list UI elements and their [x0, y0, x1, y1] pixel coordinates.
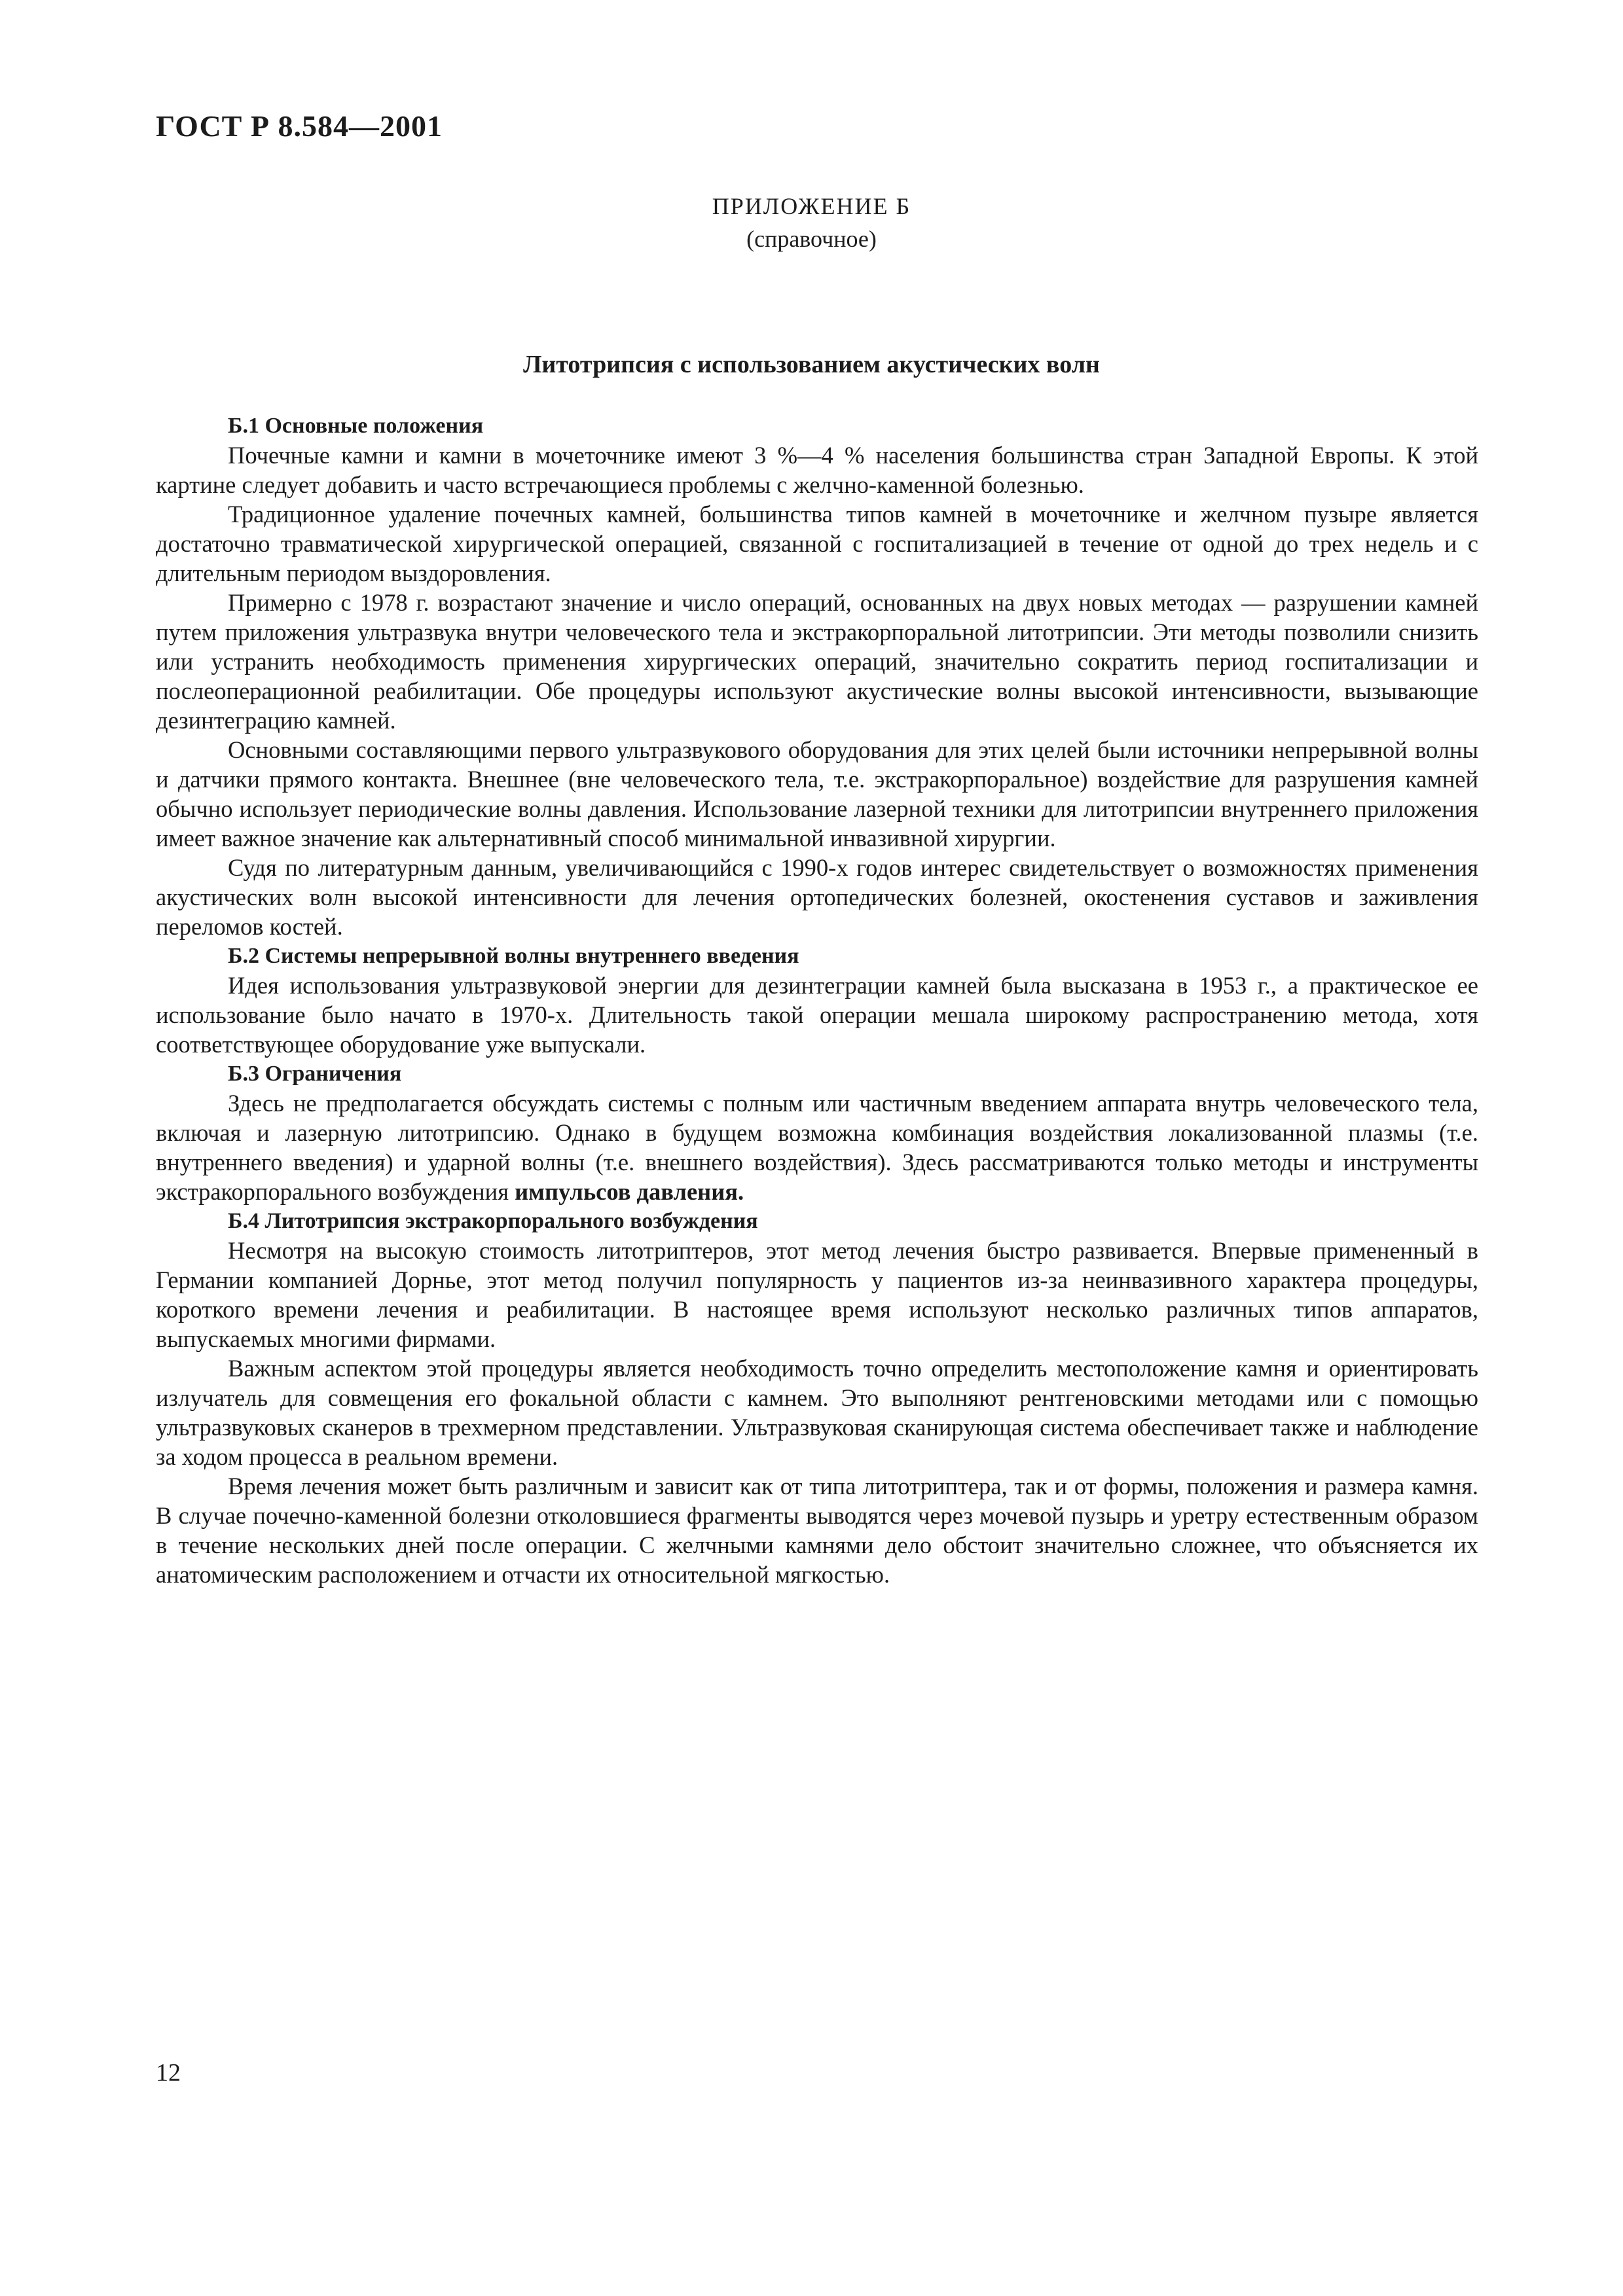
- appendix-subtitle: (справочное): [746, 226, 877, 252]
- emphasis-text: импульсов давления.: [515, 1178, 744, 1205]
- paragraph: Судя по литературным данным, увеличивающийся с 1990-х годов интерес свидетельствует о возможностях применения акустических волн высокой интенсивности для лечения ортопедических болезней, окостенения суставов и заживления переломов костей.: [156, 854, 1478, 940]
- paragraph: Время лечения может быть различным и зависит как от типа литотриптера, так и от формы, положения и размера камня. В случае почечно-каменной болезни отколовшиеся фрагменты выводятся через мочевой пузырь и уретру естественным образом в течение нескольких дней после операции. С желчными камнями дело обстоит значительно сложнее, что объясняется их анатомическим расположением и отчасти их относительной мягкостью.: [156, 1473, 1478, 1588]
- paragraph: Примерно с 1978 г. возрастают значение и число операций, основанных на двух новых методах — разрушении камней путем приложения ультразвука внутри человеческого тела и экстракорпоральной литотрипсии. Эти методы позволили снизить или устранить необходимость применения хирургических операций, значительно сократить период госпитализации и послеоперационной реабилитации. Обе процедуры используют акустические волны высокой интенсивности, вызывающие дезинтеграцию камней.: [156, 589, 1478, 734]
- paragraph: Важным аспектом этой процедуры является необходимость точно определить местоположение камня и ориентировать излучатель для совмещения его фокальной области с камнем. Это выполняют рентгеновскими методами или с помощью ультразвуковых сканеров в трехмерном представлении. Ультразвуковая сканирующая система обеспечивает также и наблюдение за ходом процесса в реальном времени.: [156, 1355, 1478, 1470]
- paragraph: Несмотря на высокую стоимость литотриптеров, этот метод лечения быстро развивается. Впервые примененный в Германии компанией Дорнье, этот метод получил популярность у пациентов из-за неинвазивного характера процедуры, короткого времени лечения и реабилитации. В настоящее время используют несколько различных типов аппаратов, выпускаемых многими фирмами.: [156, 1237, 1478, 1352]
- document-body: [156, 411, 1478, 1589]
- paragraph: Основными составляющими первого ультразвукового оборудования для этих целей были источники непрерывной волны и датчики прямого контакта. Внешнее (вне человеческого тела, т.е. экстракорпоральное) воздействие для разрушения камней обычно использует периодические волны давления. Использование лазерной техники для литотрипсии внутреннего приложения имеет важное значение как альтернативный способ минимальной инвазивной хирургии.: [156, 736, 1478, 852]
- appendix-header: [0, 190, 1623, 255]
- document-code: ГОСТ Р 8.584—2001: [156, 109, 443, 143]
- section-heading-b4: Б.4 Литотрипсия экстракорпорального возбуждения: [228, 1209, 758, 1233]
- section-heading-b3: Б.3 Ограничения: [228, 1062, 402, 1086]
- paragraph: Почечные камни и камни в мочеточнике имеют 3 %—4 % населения большинства стран Западной Европы. К этой картине следует добавить и часто встречающиеся проблемы с желчно-каменной болезнью.: [156, 442, 1478, 498]
- appendix-title: ПРИЛОЖЕНИЕ Б: [712, 193, 911, 219]
- paragraph: [156, 1088, 1478, 1206]
- paragraph: Традиционное удаление почечных камней, большинства типов камней в мочеточнике и желчном пузыре является достаточно травматической хирургической операцией, связанной с госпитализацией в течение от одной до трех недель и с длительным периодом выздоровления.: [156, 501, 1478, 586]
- page-number: 12: [156, 2059, 181, 2087]
- section-heading-b1: Б.1 Основные положения: [228, 414, 484, 438]
- main-title: Литотрипсия с использованием акустических волн: [523, 351, 1100, 378]
- paragraph-text: Здесь не предполагается обсуждать системы с полным или частичным введением аппарата внутрь человеческого тела, включая и лазерную литотрипсию. Однако в будущем возможна комбинация воздействия локализованной плазмы (т.е. внутреннего введения) и ударной волны (т.е. внешнего воздействия). Здесь рассматриваются только методы и инструменты экстракорпорального возбуждения: [156, 1090, 1478, 1205]
- section-heading-b2: Б.2 Системы непрерывной волны внутреннего введения: [228, 944, 799, 968]
- paragraph: Идея использования ультразвуковой энергии для дезинтеграции камней была высказана в 1953 г., а практическое ее использование было начато в 1970-х. Длительность такой операции мешала широкому распространению метода, хотя соответствующее оборудование уже выпускали.: [156, 972, 1478, 1058]
